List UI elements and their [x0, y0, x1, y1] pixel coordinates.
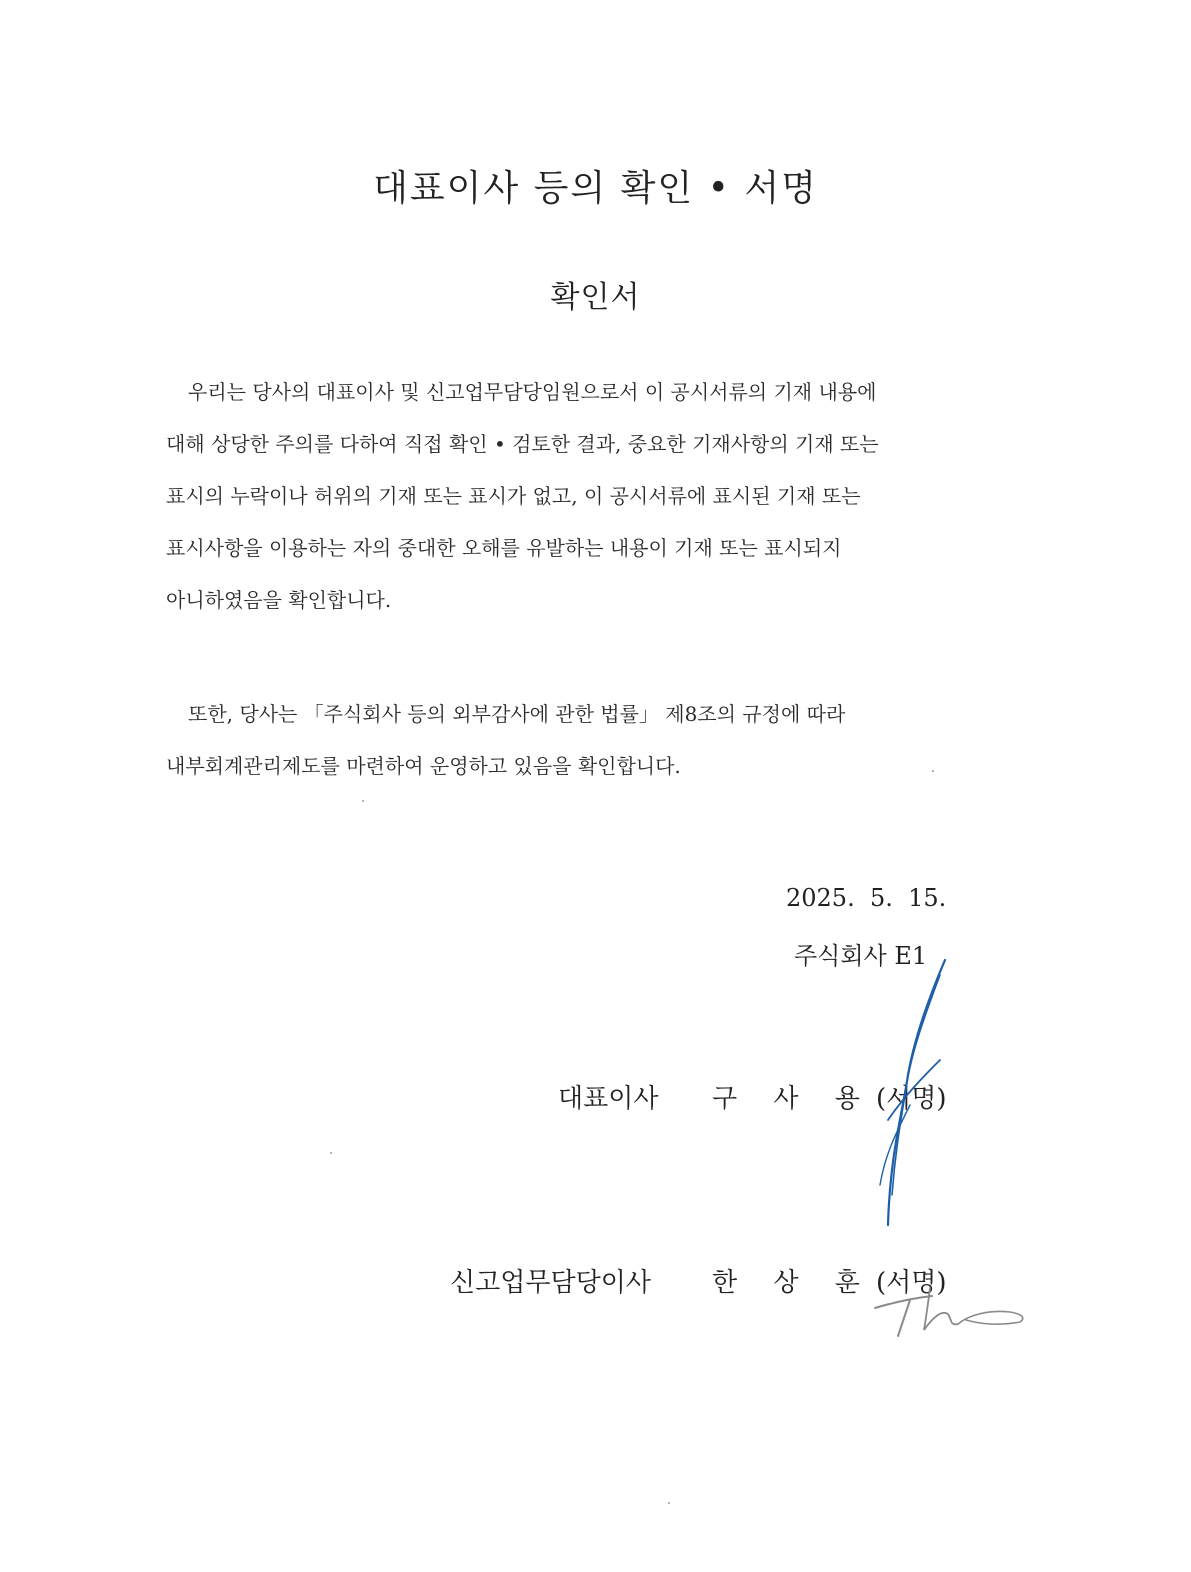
paragraph-line: 내부회계관리제도를 마련하여 운영하고 있음을 확인합니다.	[166, 754, 681, 778]
signature-label: (서명)	[876, 1268, 947, 1298]
signer-role: 신고업무담당이사	[450, 1268, 651, 1298]
paragraph-line: 또한, 당사는 「주식회사 등의 외부감사에 관한 법률」 제8조의 규정에 따라	[188, 702, 846, 726]
paragraph-line: 표시의 누락이나 허위의 기재 또는 표시가 없고, 이 공시서류에 표시된 기재 또는	[166, 484, 861, 508]
signer-name: 한 상 훈	[712, 1268, 874, 1298]
paragraph-line: 우리는 당사의 대표이사 및 신고업무담당임원으로서 이 공시서류의 기재 내용에	[188, 380, 877, 404]
signature-label: (서명)	[876, 1084, 947, 1114]
signer-name: 구 사 용	[712, 1084, 874, 1114]
scan-speck	[330, 1152, 332, 1154]
document-title: 대표이사 등의 확인 • 서명	[373, 168, 818, 209]
paragraph-line: 아니하였음을 확인합니다.	[166, 588, 392, 612]
scan-speck	[668, 1502, 670, 1504]
company-name: 주식회사 E1	[794, 942, 928, 970]
scan-speck	[362, 800, 364, 802]
signer-role: 대표이사	[558, 1084, 659, 1114]
document-subtitle: 확인서	[550, 280, 641, 315]
confirmation-paragraph	[166, 366, 1016, 626]
paragraph-line: 대해 상당한 주의를 다하여 직접 확인 • 검토한 결과, 중요한 기재사항의 기재 또는	[166, 432, 879, 456]
scan-speck	[932, 770, 934, 772]
internal-control-paragraph	[166, 688, 1016, 792]
document-date: 2025. 5. 15.	[786, 884, 947, 912]
paragraph-line: 표시사항을 이용하는 자의 중대한 오해를 유발하는 내용이 기재 또는 표시되지	[166, 536, 842, 560]
